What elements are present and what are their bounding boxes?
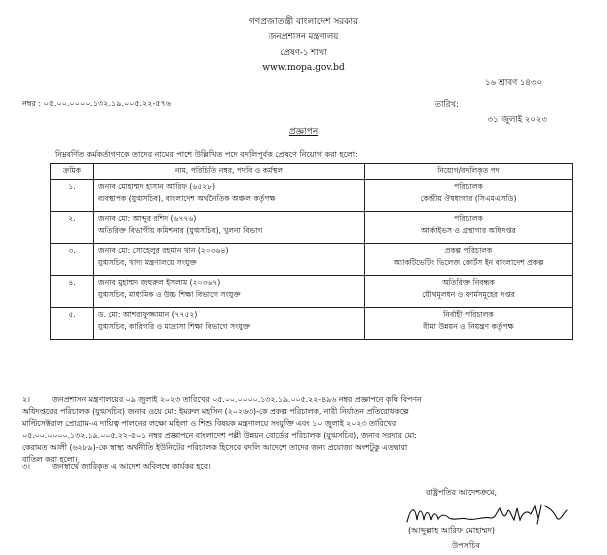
row-serial: ৩. [51, 244, 94, 276]
paragraph-line: মাল্টিসেক্টরাল প্রোগ্রাম-এ দায়িত্ব পালনের লক্ষ্যে মহিলা ও শিশু বিষয়ক মন্ত্রণালয়ে সংযুক্তি এবং ১০ জুলাই ২০২৩ তারিখের [22, 419, 397, 428]
paragraph-line: ২। জনপ্রশাসন মন্ত্রণালয়ের ০৯ জুলাই ২০২৩ তারিখের ০৫.০০.০০০০.১৩২.১৯.০০৫.২২-৪৯৬ নম্বর প্রজ্ঞাপনে কৃষি বিপণন [22, 395, 422, 404]
row-officer [94, 244, 365, 276]
row-officer [94, 308, 365, 340]
paragraph-effective [22, 461, 582, 473]
new-designation: পরিচালক [454, 182, 483, 191]
header-new-post: নিয়োগ/বদলিকৃত পদ [365, 164, 573, 180]
date-label: তারিখ: [434, 100, 459, 110]
row-new-post [365, 244, 573, 276]
table-header-row [51, 164, 573, 180]
header-serial: ক্রমিক [51, 164, 94, 180]
new-office: কেন্দ্রীয় ঔষধাগার (সিএমএসডি) [420, 194, 517, 203]
header-name: নাম, পরিচিতি নম্বর, পদবি ও কর্মস্থল [94, 164, 365, 180]
row-new-post [365, 276, 573, 308]
header-government: গণপ্রজাতন্ত্রী বাংলাদেশ সরকার [248, 17, 359, 27]
page-title: প্রজ্ঞাপন [288, 127, 319, 137]
new-office: বীমা উন্নয়ন ও নিয়ন্ত্রণ কর্তৃপক্ষ [423, 322, 514, 331]
intro-text: নিম্নবর্ণিত কর্মকর্তাগণকে তাদের নামের পাশে উল্লিখিত পদে বদলিপূর্বক প্রেষণে নিয়োগ করা হলো: [55, 150, 358, 159]
signatory-designation: উপসচিব [452, 541, 481, 550]
header-website-link[interactable]: www.mopa.gov.bd [262, 63, 345, 73]
officer-current-post: যুগ্মসচিব, খাদ্য মন্ত্রণালয়ে সংযুক্ত [98, 258, 197, 267]
english-date: ৩১ জুলাই ২০২৩ [487, 115, 547, 125]
row-serial: ১. [51, 180, 94, 212]
memo-number: নম্বর : ০৫.০০.০০০০.১৩২.১৯.০০৫.২২-৫৭৬ [22, 99, 171, 108]
header-ministry: জনপ্রশাসন মন্ত্রণালয় [268, 32, 339, 42]
officer-name: জনাব মো: সোহেলুর রহমান খান (২০৩৬৪) [98, 246, 229, 255]
row-officer [94, 276, 365, 308]
table-row [51, 212, 573, 244]
paragraph-line: ০৫.০০.০০০০.১৩২.১৯.০০৫.২২-৫০১ নম্বর প্রজ্ঞাপনে বাংলাদেশ পল্লী উন্নয়ন বোর্ডের পরিচালক (যুগ্মসচিব), জনাব সরদার মো: [22, 431, 417, 440]
officer-name: ড. মো: আশরাফুজ্জামান (৭৭৫২) [98, 310, 198, 319]
officer-name: জনাব মো: আব্দুর রশিদ (৬৭৭৬) [98, 214, 197, 223]
paragraph-line: বাতিল করা হলো। [22, 455, 78, 464]
signatory-name: (আব্দুল্লাহ আরিফ মোহাম্মদ) [408, 526, 496, 535]
table-row [51, 276, 573, 308]
bangla-date: ১৬ শ্রাবণ ১৪৩০ [484, 78, 542, 88]
transfer-table [50, 163, 573, 340]
table-row [51, 180, 573, 212]
row-new-post [365, 180, 573, 212]
new-designation: অতিরিক্ত নিবন্ধক [442, 278, 495, 287]
officer-current-post: যুগ্মসচিব, মাধ্যমিক ও উচ্চ শিক্ষা বিভাগে সংযুক্ত [98, 290, 241, 299]
row-officer [94, 212, 365, 244]
officer-current-post: যুগ্মসচিব, কারিগরি ও মাদ্রাসা শিক্ষা বিভাগে সংযুক্ত [98, 322, 251, 331]
row-new-post [365, 212, 573, 244]
order-by-president: রাষ্ট্রপতির আদেশক্রমে, [426, 488, 497, 497]
row-serial: ৪. [51, 276, 94, 308]
row-serial: ৫. [51, 308, 94, 340]
officer-name: জনাব মুহাম্মদ জহুরুল ইসলাম (২০৩৬৭) [98, 278, 221, 287]
new-office: আর্কাইভস ও গ্রন্থাগার অধিদপ্তর [421, 226, 516, 235]
row-officer [94, 180, 365, 212]
paragraph-number: ২। [22, 395, 30, 404]
row-serial: ২. [51, 212, 94, 244]
new-designation: পরিচালক [454, 214, 483, 223]
new-designation: নির্বাহী পরিচালক [443, 310, 494, 319]
header-section: প্রেষণ-১ শাখা [280, 48, 327, 58]
new-designation: প্রকল্প পরিচালক [444, 246, 493, 255]
paragraph-line: কেরামত আলী (৬২৮৯)-কে স্বাস্থ্য অর্থনীতি ইউনিটের পরিচালক হিসেবে বদলি আদেশে তাদের জন্য প্রযোজ্য অংশটুকু এতদ্বারা [22, 443, 408, 452]
new-office: যৌথমূলধন ও ফার্মসমূহের দপ্তর [422, 290, 515, 299]
new-office: অ্যাকটিভেটিং ভিলেজ কোর্টস ইন বাংলাদেশ প্রকল্প [393, 258, 544, 267]
paragraph-cancellation [22, 394, 582, 466]
officer-current-post: ব্যবস্থাপক (যুগ্মসচিব), বাংলাদেশ অর্থনৈতিক অঞ্চল কর্তৃপক্ষ [98, 194, 276, 203]
officer-current-post: অতিরিক্ত বিভাগীয় কমিশনার (যুগ্মসচিব), খুলনা বিভাগ [98, 226, 263, 235]
officer-name: জনাব মোহাম্মদ হাসান আরিফ (৬৫২৮) [98, 182, 216, 191]
paragraph-line: অধিদপ্তরের পরিচালক (যুগ্মসচিব) জনাব ওয়ে মো: ইমরুল মহসিন (২০২৬৩)-কে প্রকল্প পরিচালক, নারী নির্যাতন প্রতিরোধকল্পে [22, 407, 409, 416]
paragraph-line: ৩। জনস্বার্থে জারিকৃত এ আদেশ অবিলম্বে কার্যকর হবে। [22, 462, 211, 471]
paragraph-number: ৩। [22, 462, 30, 471]
table-row [51, 308, 573, 340]
table-row [51, 244, 573, 276]
row-new-post [365, 308, 573, 340]
